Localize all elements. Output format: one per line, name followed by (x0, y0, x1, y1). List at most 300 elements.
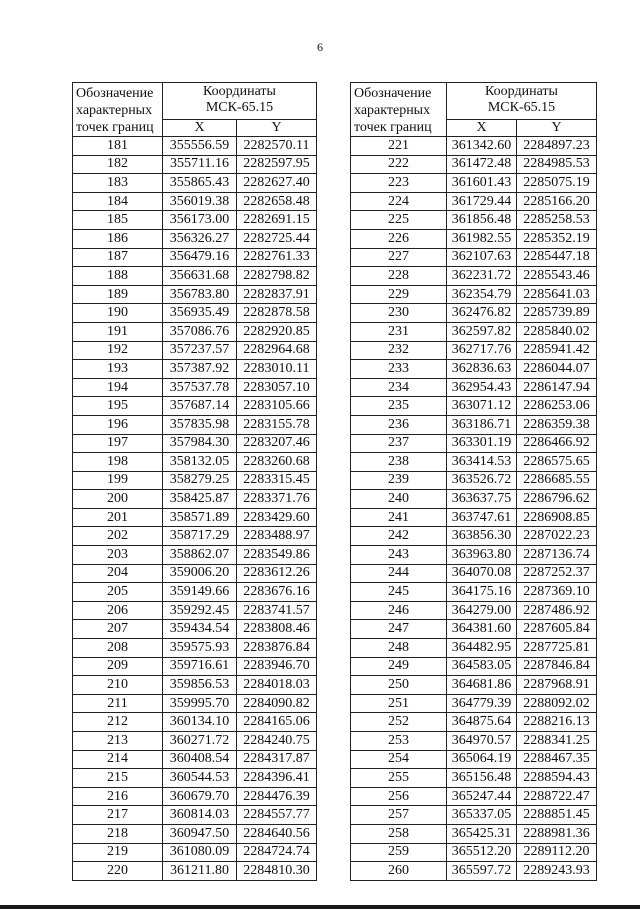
x-coordinate-cell: 360679.70 (163, 787, 237, 806)
y-coordinate-cell: 2282725.44 (237, 229, 317, 248)
table-row (351, 694, 597, 713)
table-row (73, 601, 317, 620)
x-coordinate-cell: 360134.10 (163, 713, 237, 732)
point-number-cell: 215 (73, 769, 163, 788)
x-coordinate-cell: 361080.09 (163, 843, 237, 862)
x-coordinate-cell: 361472.48 (447, 155, 517, 174)
table-row (351, 229, 597, 248)
table-row (73, 657, 317, 676)
point-number-cell: 185 (73, 211, 163, 230)
table-row (73, 732, 317, 751)
x-coordinate-cell: 364779.39 (447, 694, 517, 713)
x-coordinate-cell: 364583.05 (447, 657, 517, 676)
x-column-header: X (447, 119, 517, 136)
y-coordinate-cell: 2282837.91 (237, 285, 317, 304)
scan-border (0, 905, 640, 909)
point-number-cell: 227 (351, 248, 447, 267)
coordinates-table-left (72, 82, 317, 881)
point-number-cell: 259 (351, 843, 447, 862)
table-row (73, 806, 317, 825)
point-number-cell: 260 (351, 862, 447, 881)
point-number-cell: 222 (351, 155, 447, 174)
y-coordinate-cell: 2283155.78 (237, 415, 317, 434)
table-row (73, 843, 317, 862)
table-row (73, 546, 317, 565)
y-coordinate-cell: 2284018.03 (237, 676, 317, 695)
table-row (73, 192, 317, 211)
point-number-cell: 220 (73, 862, 163, 881)
table-row (73, 508, 317, 527)
x-coordinate-cell: 357835.98 (163, 415, 237, 434)
y-coordinate-cell: 2287725.81 (517, 639, 597, 658)
table-row (73, 824, 317, 843)
x-coordinate-cell: 365156.48 (447, 769, 517, 788)
y-coordinate-cell: 2288594.43 (517, 769, 597, 788)
table-row (351, 434, 597, 453)
x-coordinate-cell: 365425.31 (447, 824, 517, 843)
point-number-cell: 233 (351, 360, 447, 379)
table-row (73, 490, 317, 509)
table-row (73, 211, 317, 230)
y-coordinate-cell: 2283207.46 (237, 434, 317, 453)
y-coordinate-cell: 2285166.20 (517, 192, 597, 211)
table-row (73, 415, 317, 434)
table-row (351, 174, 597, 193)
x-coordinate-cell: 363071.12 (447, 397, 517, 416)
point-number-cell: 255 (351, 769, 447, 788)
point-number-cell: 251 (351, 694, 447, 713)
x-coordinate-cell: 359856.53 (163, 676, 237, 695)
table-row (73, 229, 317, 248)
point-column-header: Обозначение характерных точек границ (351, 83, 447, 137)
y-coordinate-cell: 2282658.48 (237, 192, 317, 211)
y-coordinate-cell: 2283010.11 (237, 360, 317, 379)
y-coordinate-cell: 2283315.45 (237, 471, 317, 490)
table-row (73, 174, 317, 193)
table-row (73, 620, 317, 639)
point-number-cell: 256 (351, 787, 447, 806)
point-number-cell: 239 (351, 471, 447, 490)
x-coordinate-cell: 362717.76 (447, 341, 517, 360)
point-number-cell: 183 (73, 174, 163, 193)
x-coordinate-cell: 364279.00 (447, 601, 517, 620)
point-number-cell: 234 (351, 378, 447, 397)
table-row (351, 248, 597, 267)
table-row (351, 490, 597, 509)
point-number-cell: 225 (351, 211, 447, 230)
y-coordinate-cell: 2285075.19 (517, 174, 597, 193)
point-number-cell: 202 (73, 527, 163, 546)
coordinates-title: Координаты (485, 84, 558, 99)
y-coordinate-cell: 2283105.66 (237, 397, 317, 416)
x-coordinate-cell: 364070.08 (447, 564, 517, 583)
x-coordinate-cell: 363856.30 (447, 527, 517, 546)
point-number-cell: 206 (73, 601, 163, 620)
y-coordinate-cell: 2283808.46 (237, 620, 317, 639)
y-coordinate-cell: 2282798.82 (237, 267, 317, 286)
y-coordinate-cell: 2283946.70 (237, 657, 317, 676)
point-number-cell: 216 (73, 787, 163, 806)
point-number-cell: 241 (351, 508, 447, 527)
table-row (351, 546, 597, 565)
y-coordinate-cell: 2286147.94 (517, 378, 597, 397)
y-coordinate-cell: 2284240.75 (237, 732, 317, 751)
y-coordinate-cell: 2287846.84 (517, 657, 597, 676)
y-coordinate-cell: 2282627.40 (237, 174, 317, 193)
y-coordinate-cell: 2288722.47 (517, 787, 597, 806)
point-number-cell: 211 (73, 694, 163, 713)
y-coordinate-cell: 2287605.84 (517, 620, 597, 639)
y-coordinate-cell: 2283876.84 (237, 639, 317, 658)
point-number-cell: 224 (351, 192, 447, 211)
table-row (73, 397, 317, 416)
x-coordinate-cell: 362476.82 (447, 304, 517, 323)
x-coordinate-cell: 359006.20 (163, 564, 237, 583)
x-coordinate-cell: 358717.29 (163, 527, 237, 546)
y-coordinate-cell: 2289243.93 (517, 862, 597, 881)
coordinates-header (163, 83, 317, 120)
x-coordinate-cell: 362354.79 (447, 285, 517, 304)
y-coordinate-cell: 2283549.86 (237, 546, 317, 565)
point-number-cell: 237 (351, 434, 447, 453)
table-row (351, 843, 597, 862)
x-coordinate-cell: 360271.72 (163, 732, 237, 751)
y-coordinate-cell: 2288981.36 (517, 824, 597, 843)
coordinates-table-right (350, 82, 597, 881)
x-coordinate-cell: 364970.57 (447, 732, 517, 751)
y-coordinate-cell: 2282761.33 (237, 248, 317, 267)
x-coordinate-cell: 359292.45 (163, 601, 237, 620)
y-coordinate-cell: 2286253.06 (517, 397, 597, 416)
table-row (351, 676, 597, 695)
x-coordinate-cell: 362836.63 (447, 360, 517, 379)
x-coordinate-cell: 362231.72 (447, 267, 517, 286)
point-number-cell: 200 (73, 490, 163, 509)
table-row (73, 862, 317, 881)
table-row (73, 322, 317, 341)
y-coordinate-cell: 2282597.95 (237, 155, 317, 174)
y-coordinate-cell: 2285258.53 (517, 211, 597, 230)
point-number-cell: 232 (351, 341, 447, 360)
point-number-cell: 218 (73, 824, 163, 843)
y-coordinate-cell: 2285447.18 (517, 248, 597, 267)
y-coordinate-cell: 2283429.60 (237, 508, 317, 527)
table-row (351, 211, 597, 230)
table-row (351, 453, 597, 472)
x-coordinate-cell: 357984.30 (163, 434, 237, 453)
y-coordinate-cell: 2286359.38 (517, 415, 597, 434)
table-row (351, 564, 597, 583)
table-row (73, 248, 317, 267)
point-number-cell: 191 (73, 322, 163, 341)
point-number-cell: 184 (73, 192, 163, 211)
point-number-cell: 243 (351, 546, 447, 565)
point-number-cell: 186 (73, 229, 163, 248)
table-row (351, 471, 597, 490)
table-row (351, 267, 597, 286)
x-coordinate-cell: 356479.16 (163, 248, 237, 267)
point-number-cell: 219 (73, 843, 163, 862)
y-column-header: Y (517, 119, 597, 136)
point-number-cell: 257 (351, 806, 447, 825)
x-coordinate-cell: 362954.43 (447, 378, 517, 397)
y-coordinate-cell: 2287968.91 (517, 676, 597, 695)
table-row (73, 453, 317, 472)
x-coordinate-cell: 365337.05 (447, 806, 517, 825)
point-number-cell: 187 (73, 248, 163, 267)
y-coordinate-cell: 2285352.19 (517, 229, 597, 248)
x-coordinate-cell: 365597.72 (447, 862, 517, 881)
point-number-cell: 242 (351, 527, 447, 546)
x-coordinate-cell: 356783.80 (163, 285, 237, 304)
x-coordinate-cell: 362597.82 (447, 322, 517, 341)
y-coordinate-cell: 2287369.10 (517, 583, 597, 602)
point-number-cell: 252 (351, 713, 447, 732)
x-coordinate-cell: 360544.53 (163, 769, 237, 788)
table-row (351, 341, 597, 360)
x-coordinate-cell: 358132.05 (163, 453, 237, 472)
point-number-cell: 229 (351, 285, 447, 304)
y-coordinate-cell: 2282878.58 (237, 304, 317, 323)
x-coordinate-cell: 361601.43 (447, 174, 517, 193)
y-coordinate-cell: 2284317.87 (237, 750, 317, 769)
point-number-cell: 188 (73, 267, 163, 286)
table-row (351, 378, 597, 397)
y-coordinate-cell: 2283057.10 (237, 378, 317, 397)
y-coordinate-cell: 2285941.42 (517, 341, 597, 360)
x-coordinate-cell: 364381.60 (447, 620, 517, 639)
y-coordinate-cell: 2288092.02 (517, 694, 597, 713)
point-number-cell: 248 (351, 639, 447, 658)
y-coordinate-cell: 2286796.62 (517, 490, 597, 509)
x-coordinate-cell: 363186.71 (447, 415, 517, 434)
table-row (73, 564, 317, 583)
y-coordinate-cell: 2286044.07 (517, 360, 597, 379)
x-coordinate-cell: 365064.19 (447, 750, 517, 769)
point-number-cell: 189 (73, 285, 163, 304)
point-number-cell: 204 (73, 564, 163, 583)
x-coordinate-cell: 361856.48 (447, 211, 517, 230)
point-number-cell: 217 (73, 806, 163, 825)
point-number-cell: 182 (73, 155, 163, 174)
table-row (351, 769, 597, 788)
table-row (351, 397, 597, 416)
coordinates-header (447, 83, 597, 120)
x-coordinate-cell: 365512.20 (447, 843, 517, 862)
point-number-cell: 221 (351, 137, 447, 156)
y-coordinate-cell: 2288341.25 (517, 732, 597, 751)
point-number-cell: 212 (73, 713, 163, 732)
table-row (351, 787, 597, 806)
table-row (73, 750, 317, 769)
point-number-cell: 223 (351, 174, 447, 193)
y-coordinate-cell: 2284090.82 (237, 694, 317, 713)
coordinates-title: Координаты (203, 84, 276, 99)
table-row (73, 378, 317, 397)
x-coordinate-cell: 355711.16 (163, 155, 237, 174)
x-coordinate-cell: 362107.63 (447, 248, 517, 267)
x-coordinate-cell: 356935.49 (163, 304, 237, 323)
table-row (351, 824, 597, 843)
x-coordinate-cell: 356326.27 (163, 229, 237, 248)
point-number-cell: 228 (351, 267, 447, 286)
point-number-cell: 196 (73, 415, 163, 434)
point-number-cell: 236 (351, 415, 447, 434)
point-number-cell: 226 (351, 229, 447, 248)
x-coordinate-cell: 364175.16 (447, 583, 517, 602)
y-coordinate-cell: 2284476.39 (237, 787, 317, 806)
point-number-cell: 235 (351, 397, 447, 416)
y-coordinate-cell: 2286685.55 (517, 471, 597, 490)
point-column-header: Обозначение характерных точек границ (73, 83, 163, 137)
point-number-cell: 197 (73, 434, 163, 453)
x-coordinate-cell: 363747.61 (447, 508, 517, 527)
point-number-cell: 231 (351, 322, 447, 341)
y-coordinate-cell: 2283260.68 (237, 453, 317, 472)
x-coordinate-cell: 357237.57 (163, 341, 237, 360)
point-number-cell: 253 (351, 732, 447, 751)
coordinate-system: МСК-65.15 (205, 100, 274, 115)
table-row (73, 360, 317, 379)
x-coordinate-cell: 361342.60 (447, 137, 517, 156)
point-number-cell: 207 (73, 620, 163, 639)
x-coordinate-cell: 358571.89 (163, 508, 237, 527)
x-coordinate-cell: 364482.95 (447, 639, 517, 658)
table-row (73, 583, 317, 602)
y-coordinate-cell: 2283612.26 (237, 564, 317, 583)
table-row (351, 155, 597, 174)
table-row (351, 601, 597, 620)
table-row (351, 732, 597, 751)
point-number-cell: 249 (351, 657, 447, 676)
table-row (351, 285, 597, 304)
x-coordinate-cell: 363414.53 (447, 453, 517, 472)
y-coordinate-cell: 2287486.92 (517, 601, 597, 620)
point-number-cell: 210 (73, 676, 163, 695)
x-coordinate-cell: 357086.76 (163, 322, 237, 341)
x-coordinate-cell: 356173.00 (163, 211, 237, 230)
x-coordinate-cell: 358279.25 (163, 471, 237, 490)
y-coordinate-cell: 2289112.20 (517, 843, 597, 862)
table-row (73, 713, 317, 732)
y-column-header: Y (237, 119, 317, 136)
table-row (351, 862, 597, 881)
x-coordinate-cell: 359716.61 (163, 657, 237, 676)
table-row (73, 639, 317, 658)
x-coordinate-cell: 361211.80 (163, 862, 237, 881)
x-coordinate-cell: 361729.44 (447, 192, 517, 211)
x-coordinate-cell: 365247.44 (447, 787, 517, 806)
x-coordinate-cell: 364875.64 (447, 713, 517, 732)
y-coordinate-cell: 2282570.11 (237, 137, 317, 156)
table-row (73, 304, 317, 323)
table-row (73, 769, 317, 788)
x-coordinate-cell: 358425.87 (163, 490, 237, 509)
y-coordinate-cell: 2283371.76 (237, 490, 317, 509)
y-coordinate-cell: 2282920.85 (237, 322, 317, 341)
point-number-cell: 192 (73, 341, 163, 360)
table-row (351, 620, 597, 639)
point-number-cell: 194 (73, 378, 163, 397)
x-coordinate-cell: 360947.50 (163, 824, 237, 843)
y-coordinate-cell: 2285543.46 (517, 267, 597, 286)
point-number-cell: 195 (73, 397, 163, 416)
point-number-cell: 230 (351, 304, 447, 323)
y-coordinate-cell: 2284165.06 (237, 713, 317, 732)
point-number-cell: 201 (73, 508, 163, 527)
x-coordinate-cell: 364681.86 (447, 676, 517, 695)
point-number-cell: 205 (73, 583, 163, 602)
table-row (73, 137, 317, 156)
point-number-cell: 213 (73, 732, 163, 751)
y-coordinate-cell: 2288467.35 (517, 750, 597, 769)
point-number-cell: 208 (73, 639, 163, 658)
point-number-cell: 250 (351, 676, 447, 695)
table-row (351, 137, 597, 156)
table-row (351, 657, 597, 676)
x-coordinate-cell: 359434.54 (163, 620, 237, 639)
page-number: 6 (317, 40, 323, 54)
y-coordinate-cell: 2283676.16 (237, 583, 317, 602)
x-coordinate-cell: 357537.78 (163, 378, 237, 397)
point-number-cell: 193 (73, 360, 163, 379)
table-row (73, 676, 317, 695)
y-coordinate-cell: 2284396.41 (237, 769, 317, 788)
point-number-cell: 245 (351, 583, 447, 602)
y-coordinate-cell: 2283488.97 (237, 527, 317, 546)
point-number-cell: 198 (73, 453, 163, 472)
x-coordinate-cell: 360408.54 (163, 750, 237, 769)
x-column-header: X (163, 119, 237, 136)
table-row (73, 434, 317, 453)
table-row (351, 192, 597, 211)
table-row (351, 713, 597, 732)
table-row (351, 583, 597, 602)
y-coordinate-cell: 2284640.56 (237, 824, 317, 843)
table-row (73, 527, 317, 546)
x-coordinate-cell: 360814.03 (163, 806, 237, 825)
x-coordinate-cell: 363637.75 (447, 490, 517, 509)
y-coordinate-cell: 2285840.02 (517, 322, 597, 341)
x-coordinate-cell: 359149.66 (163, 583, 237, 602)
y-coordinate-cell: 2286575.65 (517, 453, 597, 472)
table-row (351, 322, 597, 341)
table-row (351, 527, 597, 546)
y-coordinate-cell: 2284810.30 (237, 862, 317, 881)
x-coordinate-cell: 355556.59 (163, 137, 237, 156)
point-number-cell: 258 (351, 824, 447, 843)
table-row (73, 471, 317, 490)
x-coordinate-cell: 363963.80 (447, 546, 517, 565)
y-coordinate-cell: 2284985.53 (517, 155, 597, 174)
point-number-cell: 209 (73, 657, 163, 676)
x-coordinate-cell: 355865.43 (163, 174, 237, 193)
table-row (351, 508, 597, 527)
point-number-cell: 246 (351, 601, 447, 620)
y-coordinate-cell: 2285641.03 (517, 285, 597, 304)
point-number-cell: 181 (73, 137, 163, 156)
point-number-cell: 199 (73, 471, 163, 490)
point-number-cell: 203 (73, 546, 163, 565)
x-coordinate-cell: 359575.93 (163, 639, 237, 658)
table-row (73, 285, 317, 304)
y-coordinate-cell: 2288851.45 (517, 806, 597, 825)
y-coordinate-cell: 2287136.74 (517, 546, 597, 565)
x-coordinate-cell: 359995.70 (163, 694, 237, 713)
x-coordinate-cell: 363526.72 (447, 471, 517, 490)
point-number-cell: 214 (73, 750, 163, 769)
coordinate-system: МСК-65.15 (487, 100, 556, 115)
